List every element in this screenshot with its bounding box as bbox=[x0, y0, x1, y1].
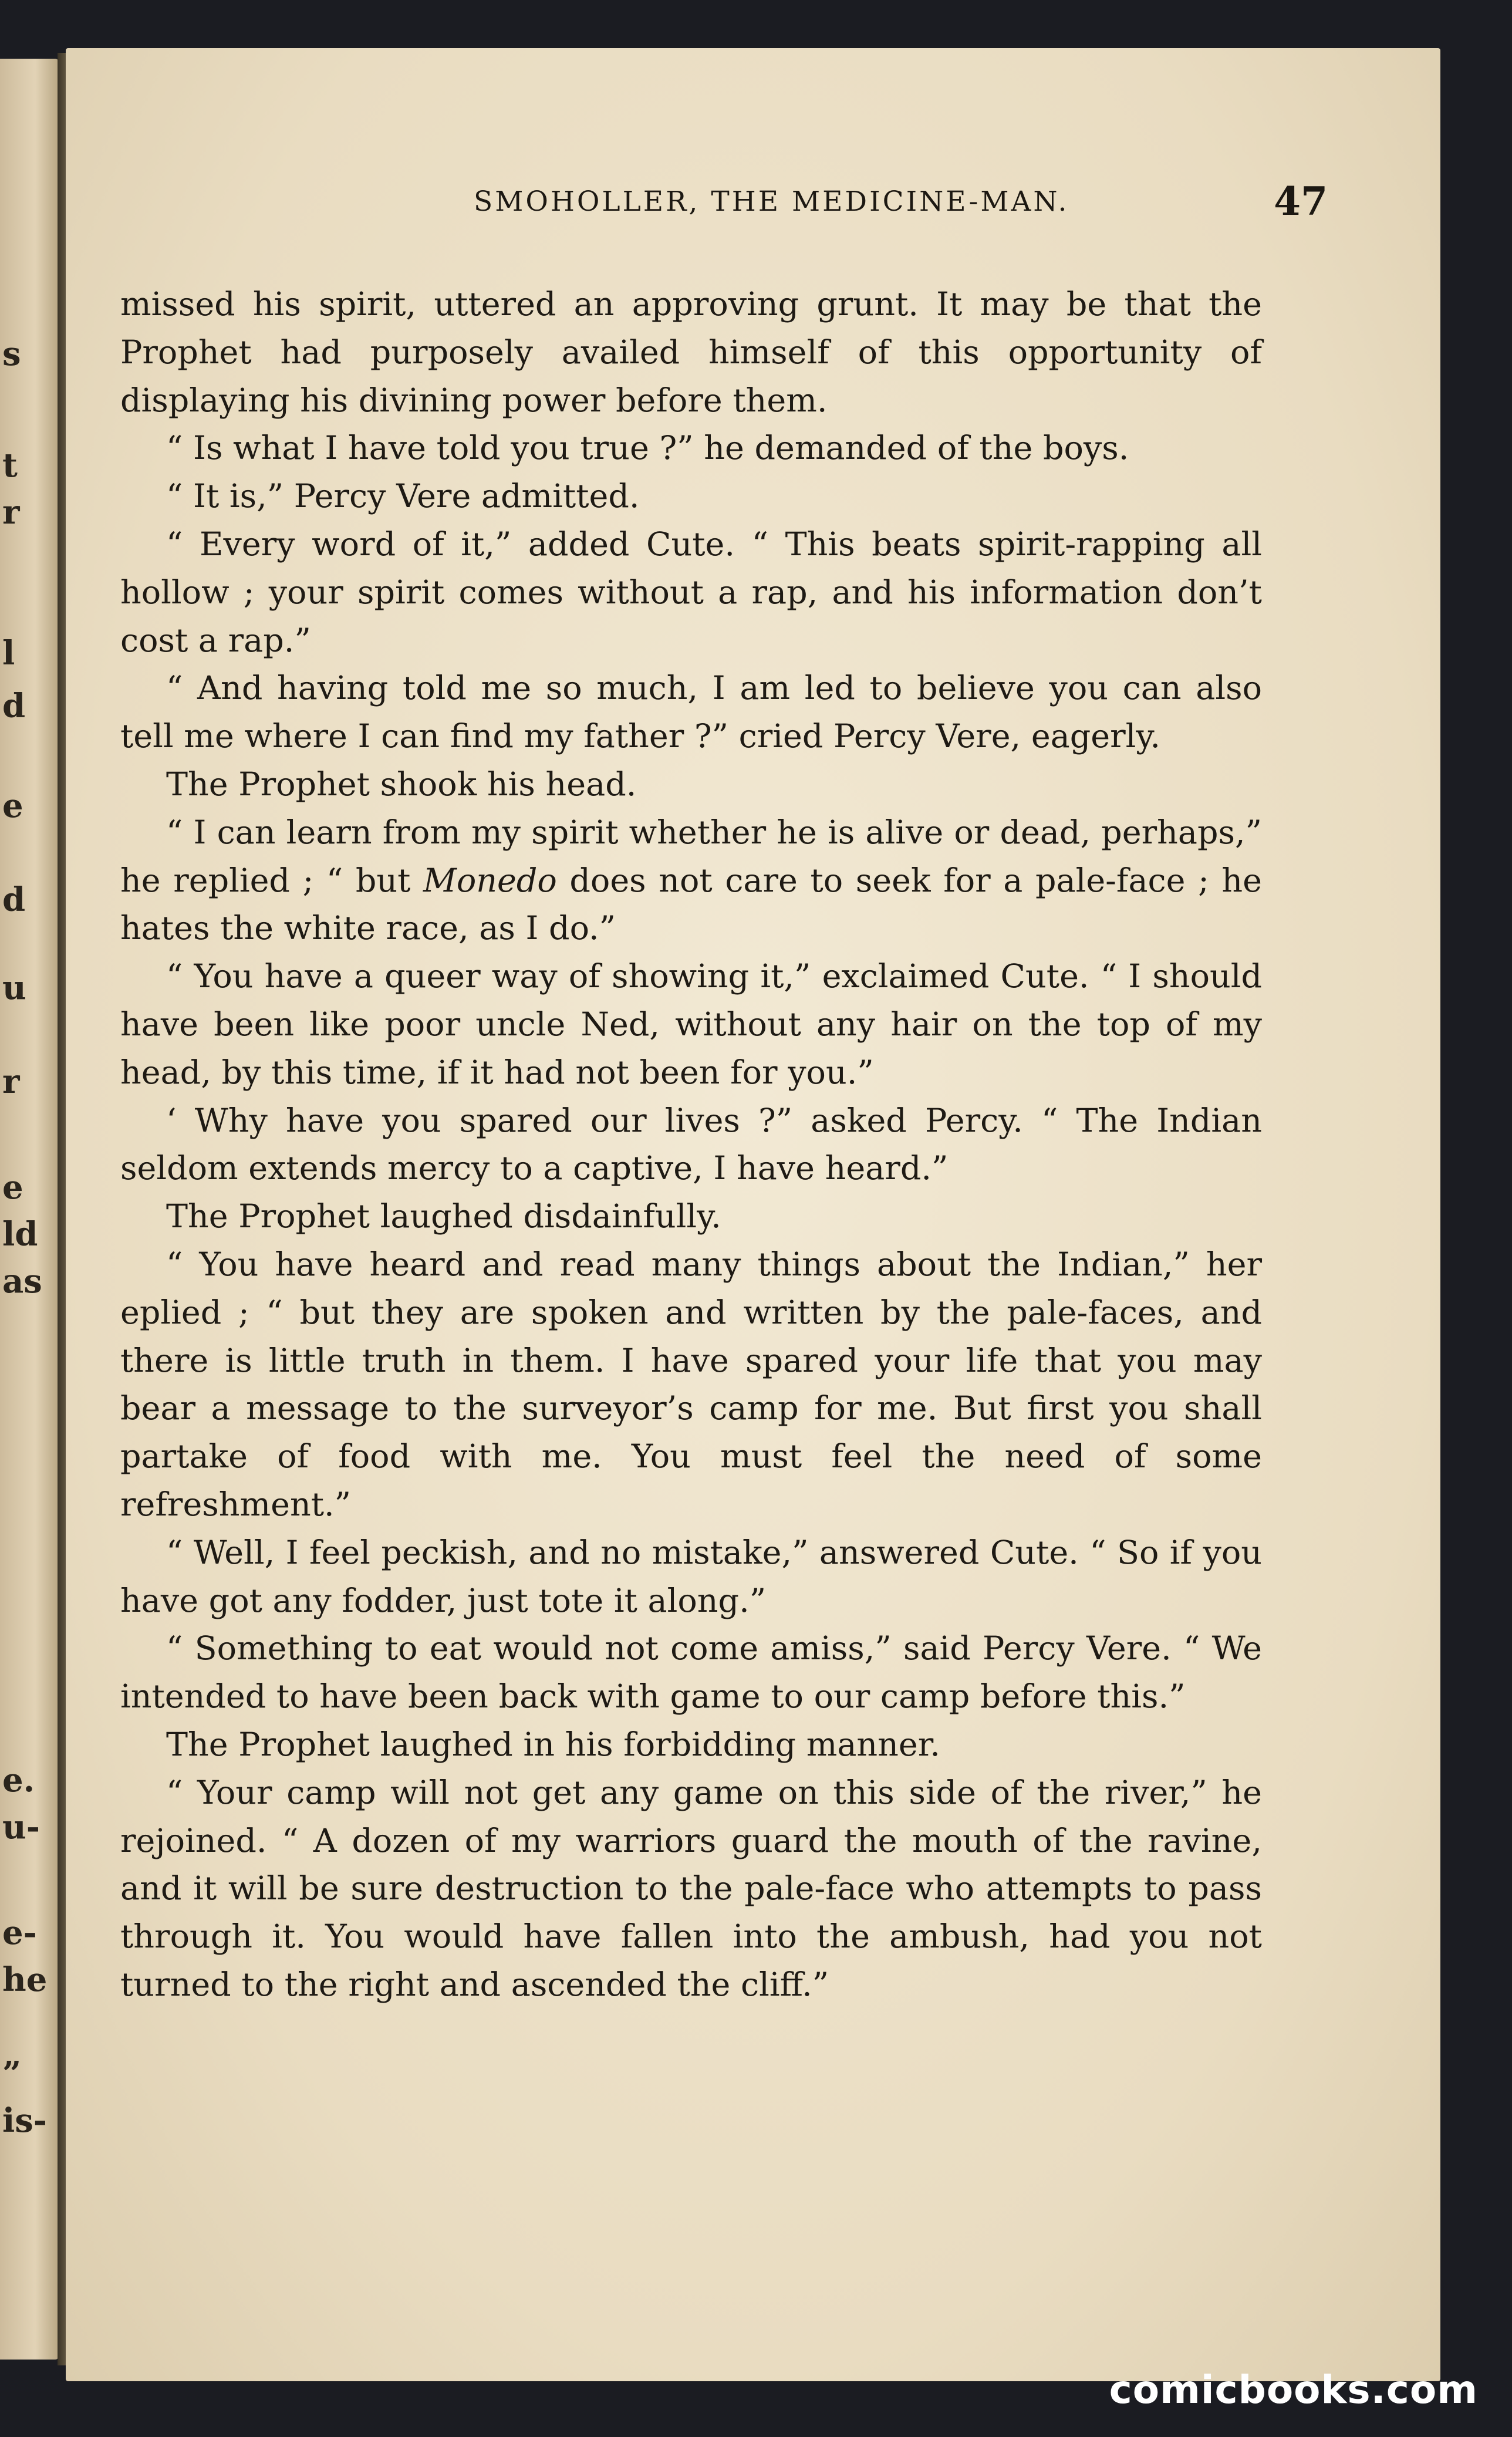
paragraph: The Prophet laughed disdainfully. bbox=[166, 1197, 721, 1236]
left-page-edge bbox=[0, 59, 59, 2360]
left-page-fragment: e- bbox=[2, 1913, 37, 1952]
left-page-fragment: d bbox=[2, 687, 26, 725]
paragraph: “ You have a queer way of showing it,” exclaimed Cute. “ I should have been like poor uncle Ned, without any hair on the top of my head, by this time, if it had not been for you.” bbox=[120, 957, 1262, 1092]
left-page-fragment: he bbox=[2, 1960, 48, 1999]
left-page-fragment: e bbox=[2, 1168, 23, 1207]
left-page-fragment: ld bbox=[2, 1215, 38, 1254]
left-page-fragment: is- bbox=[2, 2101, 48, 2140]
left-page-fragment: l bbox=[2, 634, 15, 673]
paragraph-text: does not care to seek for a pale-face ; he hates the white race, as I do.” bbox=[120, 861, 1262, 948]
watermark: comicbooks.com bbox=[1109, 2367, 1478, 2412]
paragraph-text: “ I can learn from my spirit whether he is alive or dead, perhaps,” he replied ; “ but bbox=[120, 813, 1262, 900]
paragraph: missed his spirit, uttered an approving grunt. It may be that the Prophet had purposely availed himself of this opportunity of displaying his divining power before them. bbox=[120, 285, 1262, 420]
left-page-fragment: u- bbox=[2, 1808, 40, 1847]
left-page-fragment: r bbox=[2, 493, 20, 532]
paragraph: “ You have heard and read many things about the Indian,” her eplied ; “ but they are spoken and written by the pale-faces, and there is little truth in them. I have spared your life that you may bear a message to the surveyor’s camp for me. But first you shall partake of food with me. You must feel the need of some refreshment.” bbox=[120, 1245, 1262, 1524]
paragraph: “ Is what I have told you true ?” he demanded of the boys. bbox=[166, 429, 1129, 468]
italic-word: Monedo bbox=[423, 861, 557, 900]
left-page-fragment: r bbox=[2, 1062, 20, 1101]
left-page-fragment: d bbox=[2, 880, 26, 919]
body-text bbox=[120, 281, 1262, 2009]
running-head: SMOHOLLER, THE MEDICINE-MAN. bbox=[474, 185, 1069, 218]
left-page-fragment: as bbox=[2, 1262, 42, 1301]
paragraph: “ Your camp will not get any game on this side of the river,” he rejoined. “ A dozen of my warriors guard the mouth of the ravine, and it will be sure destruction to the pale-face who attempts to pass through it. You would have fallen into the ambush, had you not turned to the right and ascended the cliff.” bbox=[120, 1773, 1262, 2004]
paragraph: “ It is,” Percy Vere admitted. bbox=[166, 477, 640, 516]
left-page-fragment: t bbox=[2, 446, 18, 485]
paragraph: “ Something to eat would not come amiss,” said Percy Vere. “ We intended to have been back with game to our camp before this.” bbox=[120, 1629, 1262, 1716]
page-number: 47 bbox=[1274, 178, 1328, 224]
left-page-fragment: e. bbox=[2, 1761, 35, 1800]
paragraph: The Prophet shook his head. bbox=[166, 765, 637, 804]
left-page-fragment: ” bbox=[2, 2054, 22, 2093]
paragraph: “ And having told me so much, I am led to believe you can also tell me where I can find my father ?” cried Percy Vere, eagerly. bbox=[120, 669, 1262, 756]
left-page-fragment: s bbox=[2, 335, 21, 373]
left-page-fragment: e bbox=[2, 787, 23, 825]
left-page-fragment: u bbox=[2, 968, 26, 1007]
paragraph: The Prophet laughed in his forbidding manner. bbox=[166, 1725, 940, 1764]
paragraph: “ Well, I feel peckish, and no mistake,” answered Cute. “ So if you have got any fodder, just tote it along.” bbox=[120, 1533, 1262, 1620]
page-header bbox=[186, 178, 1328, 225]
paragraph bbox=[120, 809, 1262, 953]
paragraph: ‘ Why have you spared our lives ?” asked Percy. “ The Indian seldom extends mercy to a captive, I have heard.” bbox=[120, 1101, 1262, 1188]
paragraph: “ Every word of it,” added Cute. “ This beats spirit-rapping all hollow ; your spirit comes without a rap, and his information don’t cost a rap.” bbox=[120, 525, 1262, 660]
